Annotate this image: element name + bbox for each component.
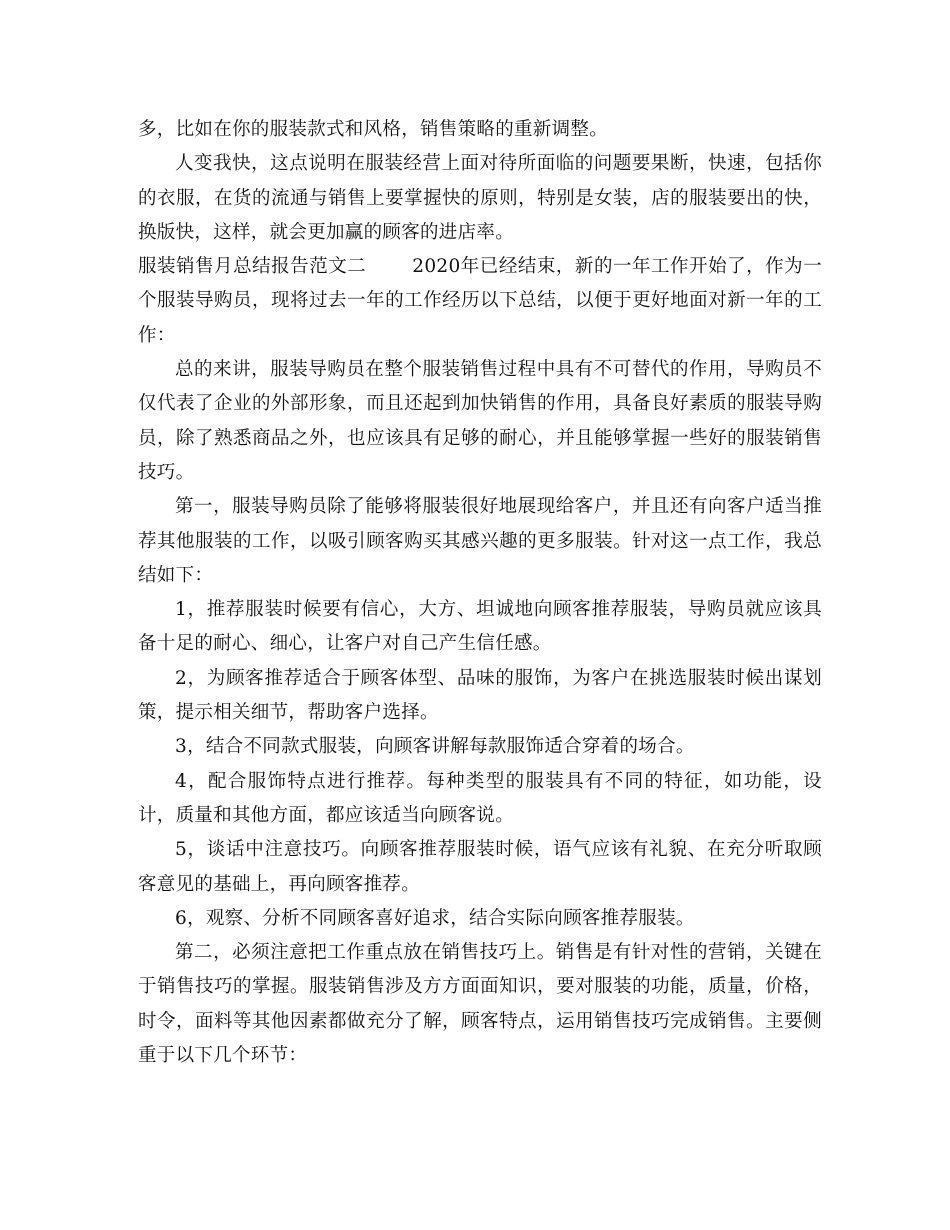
- list-item-1: 1，推荐服装时候要有信心，大方、坦诚地向顾客推荐服装，导购员就应该具备十足的耐心、细心，让客户对自己产生信任感。: [138, 599, 822, 655]
- section-intro: 2020年已经结束，新的一年工作开始了，作为一个服装导购员，现将过去一年的工作经历以下总结，以便于更好地面对新一年的工作：: [138, 256, 822, 346]
- list-item-4: 4，配合服饰特点进行推荐。每种类型的服装具有不同的特征，如功能，设计，质量和其他方面，都应该适当向顾客说。: [138, 770, 822, 826]
- paragraph-first-point: 第一，服装导购员除了能够将服装很好地展现给客户，并且还有向客户适当推荐其他服装的工作，以吸引顾客购买其感兴趣的更多服装。针对这一点工作，我总结如下：: [138, 496, 822, 586]
- list-item-2: 2，为顾客推荐适合于顾客体型、品味的服饰，为客户在挑选服装时候出谋划策，提示相关细节，帮助客户选择。: [138, 667, 822, 724]
- list-item-5: 5，谈话中注意技巧。向顾客推荐服装时候，语气应该有礼貌、在充分听取顾客意见的基础上，再向顾客推荐。: [138, 839, 822, 895]
- paragraph-overview: 总的来讲，服装导购员在整个服装销售过程中具有不可替代的作用，导购员不仅代表了企业的外部形象，而且还起到加快销售的作用，具备良好素质的服装导购员，除了熟悉商品之外，也应该具有足够的耐心，并且能够掌握一些好的服装销售技巧。: [138, 359, 822, 483]
- paragraph-quick-response: 人变我快，这点说明在服装经营上面对待所面临的问题要果断，快速，包括你的衣服，在货的流通与销售上要掌握快的原则，特别是女装，店的服装要出的快，换版快，这样，就会更加赢的顾客的进店率。: [138, 153, 822, 243]
- document-body: [138, 113, 822, 1073]
- section-title: 服装销售月总结报告范文二: [138, 256, 367, 278]
- paragraph-continuation: 多，比如在你的服装款式和风格，销售策略的重新调整。: [138, 119, 609, 140]
- list-item-6: 6，观察、分析不同顾客喜好追求，结合实际向顾客推荐服装。: [175, 907, 695, 929]
- section-intro-paragraph: [138, 250, 822, 353]
- list-item-3: 3，结合不同款式服装，向顾客讲解每款服饰适合穿着的场合。: [175, 736, 695, 758]
- paragraph-second-point: 第二，必须注意把工作重点放在销售技巧上。销售是有针对性的营销，关键在于销售技巧的掌握。服装销售涉及方方面面知识，要对服装的功能，质量，价格，时令，面料等其他因素都做充分了解，顾客特点，运用销售技巧完成销售。主要侧重于以下几个环节：: [138, 942, 822, 1067]
